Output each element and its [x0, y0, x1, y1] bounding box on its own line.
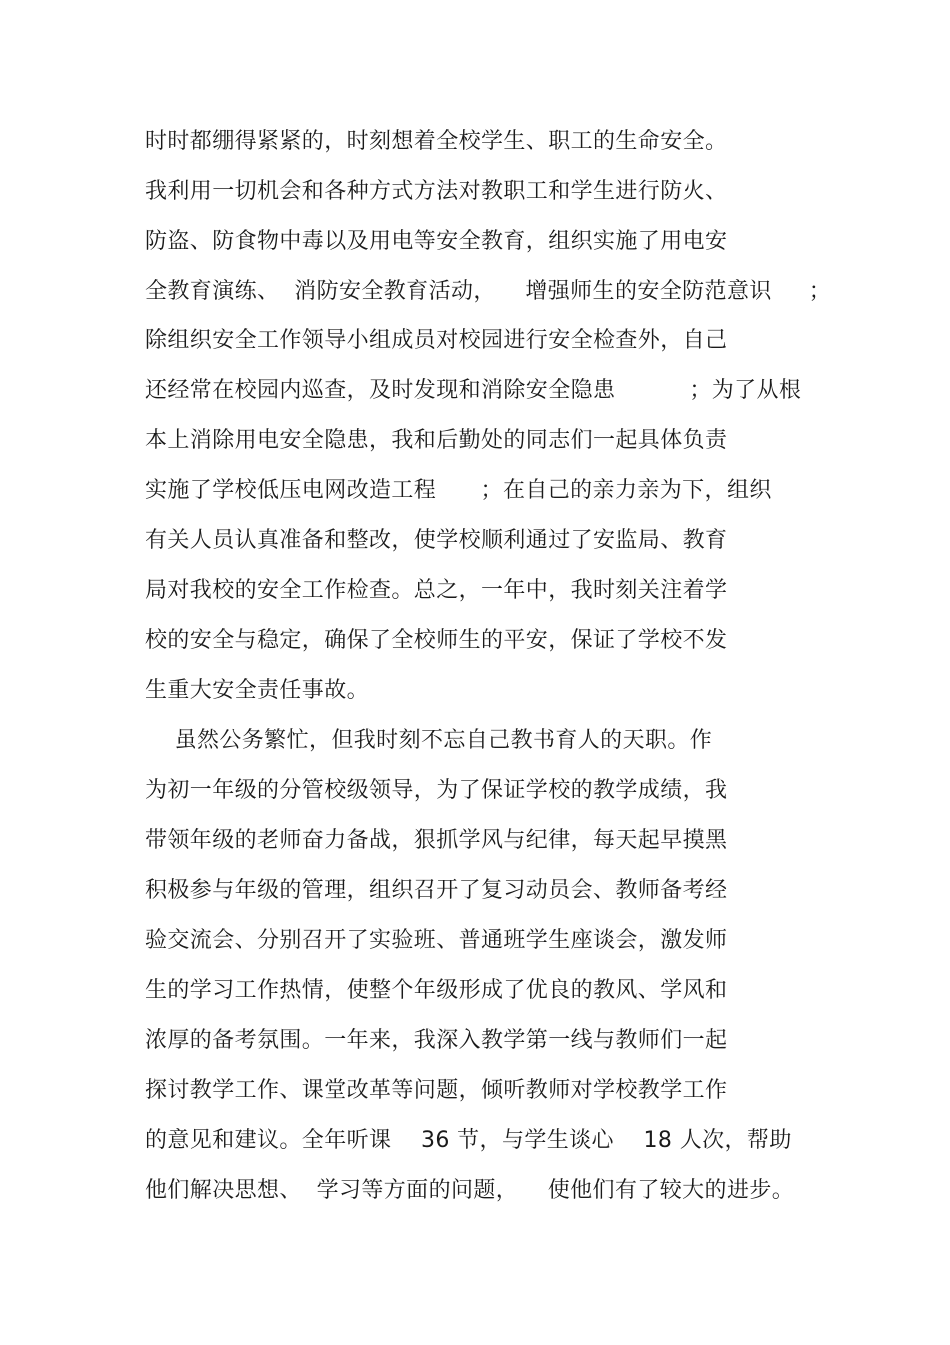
text-line: 他们解决思想、 学习等方面的问题， 使他们有了较大的进步。: [145, 1178, 795, 1203]
text-line: 全教育演练、 消防安全教育活动， 增强师生的安全防范意识 ；: [145, 279, 832, 304]
text-line: 校的安全与稳定，确保了全校师生的平安，保证了学校不发: [145, 628, 728, 653]
text-line: 有关人员认真准备和整改，使学校顺利通过了安监局、教育: [145, 528, 728, 553]
text-line: 本上消除用电安全隐患，我和后勤处的同志们一起具体负责: [145, 428, 728, 453]
text-line: 时时都绷得紧紧的，时刻想着全校学生、职工的生命安全。: [145, 129, 728, 154]
text-line: 积极参与年级的管理，组织召开了复习动员会、教师备考经: [145, 878, 728, 903]
text-line: 除组织安全工作领导小组成员对校园进行安全检查外，自己: [145, 328, 728, 353]
text-line: 验交流会、分别召开了实验班、普通班学生座谈会，激发师: [145, 928, 728, 953]
text-line: 生重大安全责任事故。: [145, 678, 370, 703]
text-line: 局对我校的安全工作检查。总之，一年中，我时刻关注着学: [145, 578, 728, 603]
text-line: 防盗、防食物中毒以及用电等安全教育，组织实施了用电安: [145, 229, 728, 254]
text-line: 我利用一切机会和各种方式方法对教职工和学生进行防火、: [145, 179, 728, 204]
text-line: 生的学习工作热情，使整个年级形成了优良的教风、学风和: [145, 978, 728, 1003]
text-line: 为初一年级的分管校级领导，为了保证学校的教学成绩，我: [145, 778, 728, 803]
text-line: 还经常在校园内巡查，及时发现和消除安全隐患 ；为了从根: [145, 378, 802, 403]
text-line: 实施了学校低压电网改造工程 ；在自己的亲力亲为下，组织: [145, 478, 772, 503]
text-line: 浓厚的备考氛围。一年来，我深入教学第一线与教师们一起: [145, 1028, 728, 1053]
text-line: 虽然公务繁忙，但我时刻不忘自己教书育人的天职。作: [145, 728, 713, 753]
text-line: 探讨教学工作、课堂改革等问题，倾听教师对学校教学工作: [145, 1078, 728, 1103]
text-line: 带领年级的老师奋力备战，狠抓学风与纪律，每天起早摸黑: [145, 828, 728, 853]
text-line: 的意见和建议。全年听课 36 节，与学生谈心 18 人次，帮助: [145, 1128, 792, 1153]
